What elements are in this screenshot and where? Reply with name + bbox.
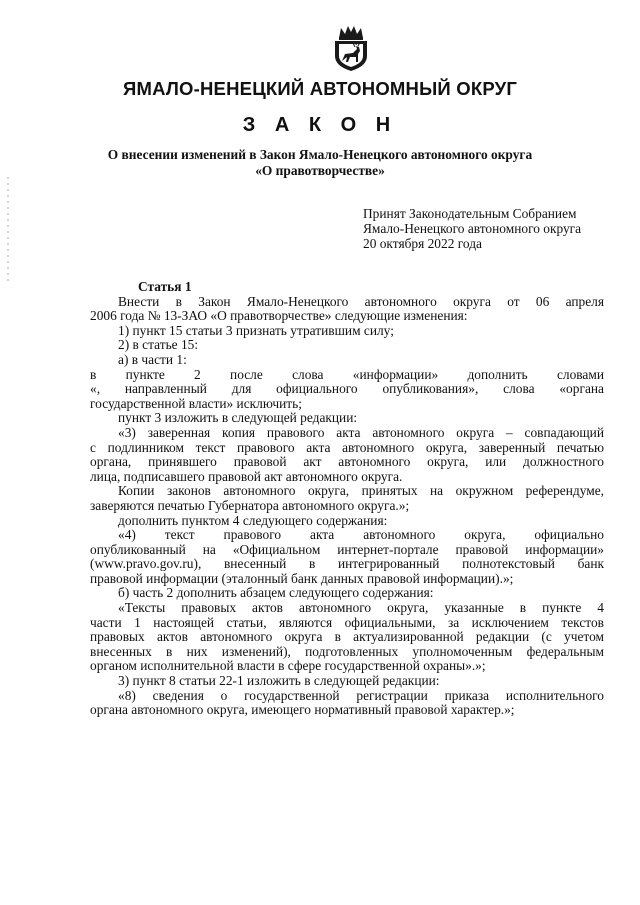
body-line: заверяются печатью Губернатора автономного округа.»;	[90, 497, 410, 513]
body-line: 2) в статье 15:	[118, 337, 199, 353]
body-line: с подлинником текст правового акта автономного округа, заверенный печатью	[90, 439, 604, 455]
adoption-note	[363, 206, 623, 251]
adoption-line-1: Принят Законодательным Собранием	[363, 206, 577, 221]
body-line: «, направленный для официального опубликования», слова «органа	[90, 381, 604, 397]
adoption-date: 20 октября 2022 года	[363, 236, 482, 251]
body-line: «8) сведения о государственной регистрации приказа исполнительного	[118, 687, 604, 703]
body-line: дополнить пунктом 4 следующего содержания:	[118, 512, 388, 528]
adoption-line-2: Ямало-Ненецкого автономного округа	[363, 221, 582, 236]
region-title: ЯМАЛО-НЕНЕЦКИЙ АВТОНОМНЫЙ ОКРУГ	[122, 78, 518, 99]
coat-of-arms-icon	[331, 24, 371, 72]
scan-margin-marks	[6, 175, 10, 285]
body-line: правовых актов автономного округа в актуализированной редакции (с учетом	[90, 629, 604, 645]
body-line: а) в части 1:	[118, 351, 187, 367]
body-line: «4) текст правового акта автономного округа, официально	[118, 527, 604, 543]
body-line: Копии законов автономного округа, принятых на окружном референдуме,	[118, 483, 604, 499]
body-line: внесенных в них изменений), подготовленных уполномоченным федеральным	[90, 643, 604, 659]
body-line: органом исполнительной власти в сфере государственной охраны».»;	[90, 658, 486, 674]
body-line: Внести в Закон Ямало-Ненецкого автономного округа от 06 апреля	[118, 293, 604, 309]
document-type-title: З А К О Н	[242, 114, 398, 136]
body-line: государственной власти» исключить;	[90, 395, 302, 411]
body-line: органа, принявшего правовой акт автономного округа, или должностного	[90, 454, 604, 470]
article-title: Статья 1	[138, 279, 192, 294]
body-line: опубликованный на «Официальном интернет-портале правовой информации»	[90, 541, 604, 557]
law-subject	[0, 147, 640, 179]
body-line: «3) заверенная копия правового акта автономного округа – совпадающий	[118, 424, 604, 440]
law-subject-line-1: О внесении изменений в Закон Ямало-Ненецкого автономного округа	[107, 147, 533, 162]
body-line: (www.pravo.gov.ru), внесенный в интегрированный полнотекстовый банк	[90, 556, 604, 572]
body-line: 2006 года № 13-ЗАО «О правотворчестве» следующие изменения:	[90, 308, 468, 324]
body-line: в пункте 2 после слова «информации» дополнить словами	[90, 366, 604, 382]
body-line: части 1 настоящей статьи, являются официальными, за исключением текстов	[90, 614, 604, 630]
body-line: лица, подписавшего правовой акт автономного округа.	[90, 468, 403, 484]
body-line: пункт 3 изложить в следующей редакции:	[118, 410, 358, 426]
body-line: органа автономного округа, имеющего нормативный правовой характер.»;	[90, 702, 515, 718]
law-subject-line-2: «О правотворчестве»	[255, 163, 385, 178]
body-line: «Тексты правовых актов автономного округа, указанные в пункте 4	[118, 600, 604, 616]
body-line: 3) пункт 8 статьи 22-1 изложить в следующей редакции:	[118, 673, 440, 689]
article-body	[90, 280, 604, 718]
body-line: правовой информации (эталонный банк данных правовой информации).»;	[90, 570, 514, 586]
body-line: б) часть 2 дополнить абзацем следующего содержания:	[118, 585, 434, 601]
body-line: 1) пункт 15 статьи 3 признать утратившим силу;	[118, 322, 394, 338]
